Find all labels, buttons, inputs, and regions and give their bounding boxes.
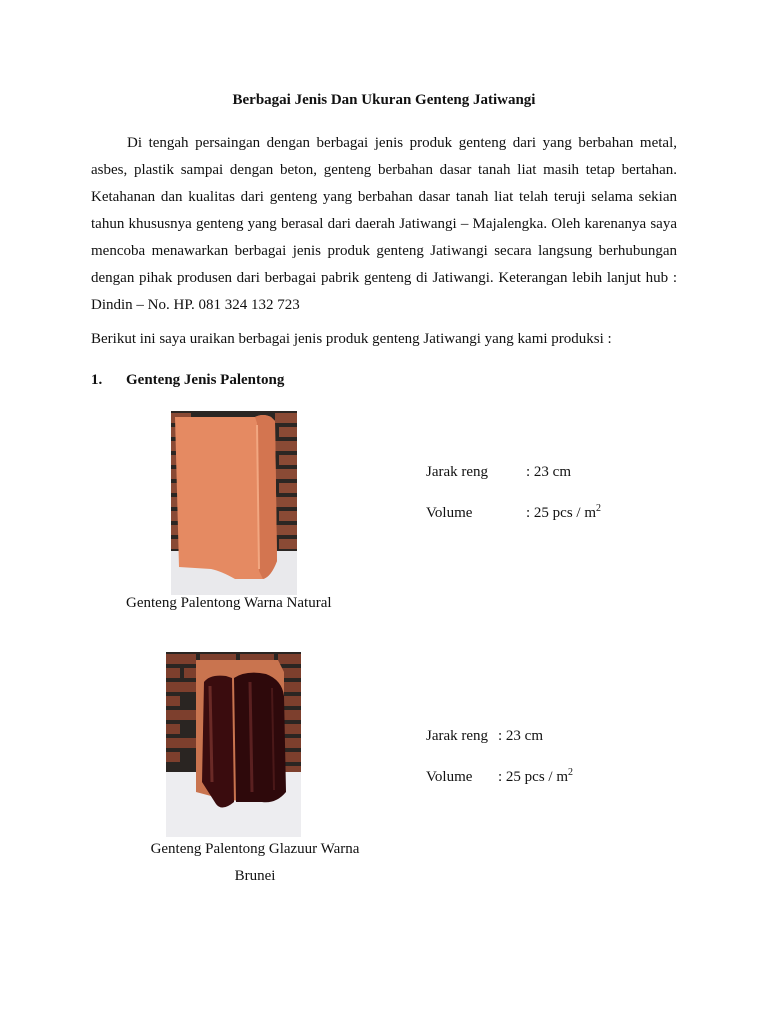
spec-superscript: 2	[568, 767, 573, 778]
product-caption-glazed	[140, 836, 370, 890]
intro-paragraph: Di tengah persaingan dengan berbagai jenis produk genteng dari yang berbahan metal, asbes, plastik sampai dengan beton, genteng berbahan dasar tanah liat masih tetap bertahan. Ketahanan dan kualitas dari genteng yang berbahan dasar tanah liat telah teruji selama sekian tahun khususnya genteng yang berasal dari daerah Jatiwangi – Majalengka. Oleh karenanya saya mencoba menawarkan berbagai jenis produk genteng Jatiwangi secara langsung berhubungan dengan pihak produsen dari berbagai pabrik genteng di Jatiwangi. Keterangan lebih lanjut hub : Dindin – No. HP. 081 324 132 723	[91, 135, 677, 313]
spec-label: Jarak reng	[426, 728, 489, 744]
spec-row-volume-2	[426, 767, 573, 786]
spec-value: : 25 pcs / m	[526, 505, 596, 521]
spec-row-volume-1	[426, 503, 601, 522]
spec-row-jarak-reng-1	[426, 464, 571, 481]
spec-value: : 25 pcs / m	[498, 769, 568, 785]
product-list-intro: Berikut ini saya uraikan berbagai jenis produk genteng Jatiwangi yang kami produksi :	[91, 331, 612, 347]
section-number: 1.	[91, 372, 103, 388]
spec-value: : 23 cm	[498, 728, 543, 744]
product-photo-natural	[171, 411, 297, 595]
spec-label: Volume	[426, 505, 473, 521]
spec-row-jarak-reng-2	[426, 728, 543, 745]
section-heading	[91, 372, 284, 389]
tile-natural-image	[171, 411, 297, 595]
spec-label: Jarak reng	[426, 464, 489, 480]
product-photo-glazed	[166, 652, 301, 837]
spec-superscript: 2	[596, 503, 601, 514]
caption-line-1: Genteng Palentong Glazuur Warna	[150, 841, 360, 857]
page-title: Berbagai Jenis Dan Ukuran Genteng Jatiwangi	[232, 92, 536, 108]
spec-value: : 23 cm	[526, 464, 571, 480]
spec-label: Volume	[426, 769, 473, 785]
section-title: Genteng Jenis Palentong	[126, 372, 285, 388]
caption-line-2: Brunei	[234, 868, 276, 884]
product-caption-natural: Genteng Palentong Warna Natural	[126, 595, 332, 611]
tile-glazed-image	[166, 652, 301, 837]
